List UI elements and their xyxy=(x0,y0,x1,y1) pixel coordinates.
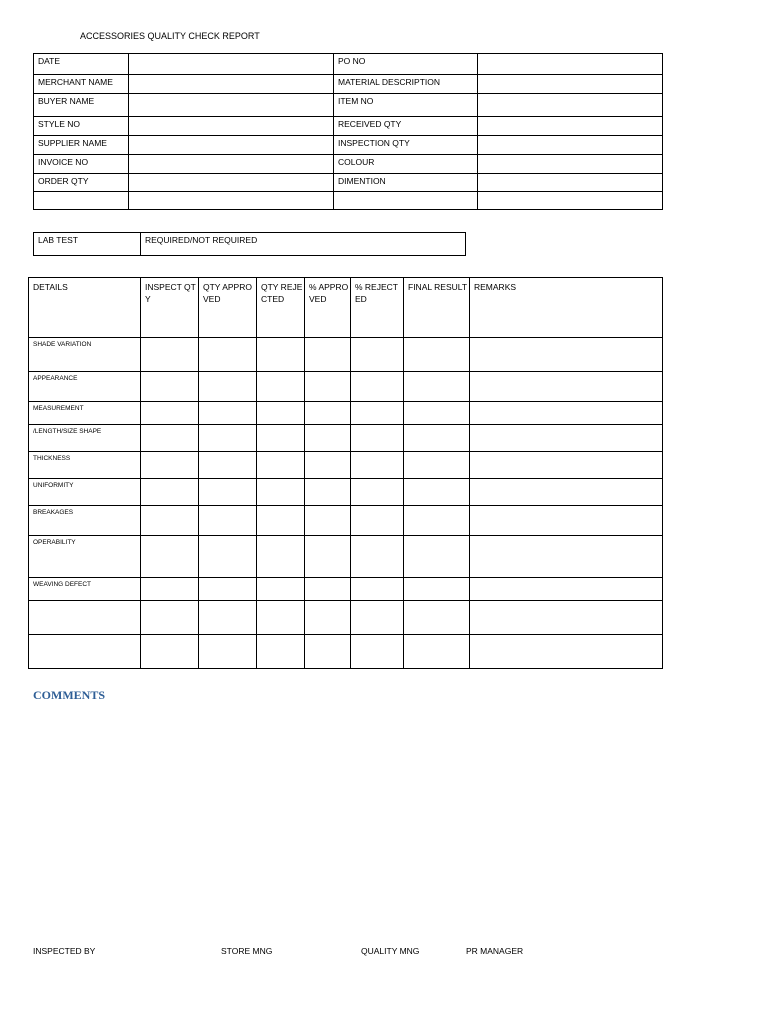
supplier-name-value-cell[interactable] xyxy=(129,136,334,155)
table-cell[interactable] xyxy=(141,506,199,536)
row-label-appearance: APPEARANCE xyxy=(29,372,141,402)
table-cell[interactable] xyxy=(257,506,305,536)
column-header-qty-approved: QTY APPROVED xyxy=(199,278,257,338)
table-cell[interactable] xyxy=(257,601,305,635)
table-cell[interactable] xyxy=(305,452,351,479)
invoice-no-value-cell[interactable] xyxy=(129,155,334,174)
table-cell[interactable] xyxy=(141,372,199,402)
table-cell[interactable] xyxy=(141,635,199,669)
table-row xyxy=(29,536,663,578)
table-cell[interactable] xyxy=(470,506,663,536)
table-cell[interactable] xyxy=(404,479,470,506)
received-qty-value-cell[interactable] xyxy=(478,117,663,136)
row-label-shade-variation: SHADE VARIATION xyxy=(29,338,141,372)
table-cell[interactable] xyxy=(351,536,404,578)
table-row xyxy=(29,372,663,402)
table-cell[interactable] xyxy=(141,425,199,452)
table-cell[interactable] xyxy=(470,402,663,425)
header-label-buyer-name: BUYER NAME xyxy=(34,94,129,117)
table-cell[interactable] xyxy=(199,635,257,669)
table-row xyxy=(29,601,663,635)
row-label-blank[interactable] xyxy=(29,601,141,635)
table-cell[interactable] xyxy=(305,601,351,635)
table-cell[interactable] xyxy=(470,536,663,578)
table-cell[interactable] xyxy=(404,635,470,669)
table-row xyxy=(29,338,663,372)
table-cell[interactable] xyxy=(257,372,305,402)
buyer-name-value-cell[interactable] xyxy=(129,94,334,117)
comments-heading: COMMENTS xyxy=(33,688,105,702)
dimention-value-cell[interactable] xyxy=(478,174,663,192)
table-cell[interactable] xyxy=(351,338,404,372)
table-cell[interactable] xyxy=(404,452,470,479)
table-cell[interactable] xyxy=(404,402,470,425)
table-cell[interactable] xyxy=(199,536,257,578)
table-cell[interactable] xyxy=(199,372,257,402)
table-cell[interactable] xyxy=(199,479,257,506)
header-blank-value-cell[interactable] xyxy=(478,192,663,210)
header-label-received-qty: RECEIVED QTY xyxy=(334,117,478,136)
table-cell[interactable] xyxy=(470,479,663,506)
table-cell[interactable] xyxy=(470,578,663,601)
row-label-operability: OPERABILITY xyxy=(29,536,141,578)
colour-value-cell[interactable] xyxy=(478,155,663,174)
lab-test-requirement-cell[interactable]: REQUIRED/NOT REQUIRED xyxy=(141,233,466,256)
table-cell[interactable] xyxy=(141,479,199,506)
row-label-uniformity: UNIFORMITY xyxy=(29,479,141,506)
table-cell[interactable] xyxy=(404,372,470,402)
row-label-breakages: BREAKAGES xyxy=(29,506,141,536)
row-label-blank[interactable] xyxy=(29,635,141,669)
date-value-cell[interactable] xyxy=(129,54,334,75)
table-cell[interactable] xyxy=(305,635,351,669)
table-cell[interactable] xyxy=(305,536,351,578)
table-cell[interactable] xyxy=(470,635,663,669)
table-cell[interactable] xyxy=(257,578,305,601)
table-cell[interactable] xyxy=(404,425,470,452)
column-header-inspect-qty: INSPECT QTY xyxy=(141,278,199,338)
header-label-style-no: STYLE NO xyxy=(34,117,129,136)
table-cell[interactable] xyxy=(305,372,351,402)
table-cell[interactable] xyxy=(351,578,404,601)
table-cell[interactable] xyxy=(257,402,305,425)
table-row xyxy=(29,479,663,506)
table-cell[interactable] xyxy=(141,452,199,479)
column-header-final-result: FINAL RESULT xyxy=(404,278,470,338)
lab-test-table xyxy=(33,232,466,256)
table-cell[interactable] xyxy=(404,338,470,372)
header-label-invoice-no: INVOICE NO xyxy=(34,155,129,174)
table-cell[interactable] xyxy=(141,402,199,425)
table-cell[interactable] xyxy=(199,338,257,372)
row-label-weaving-defect: WEAVING DEFECT xyxy=(29,578,141,601)
table-cell[interactable] xyxy=(305,506,351,536)
header-label-supplier-name: SUPPLIER NAME xyxy=(34,136,129,155)
row-label-length-size-shape: /LENGTH/SIZE SHAPE xyxy=(29,425,141,452)
header-label-item-no: ITEM NO xyxy=(334,94,478,117)
table-row xyxy=(29,452,663,479)
table-cell[interactable] xyxy=(470,372,663,402)
table-row xyxy=(29,578,663,601)
table-cell[interactable] xyxy=(351,601,404,635)
item-no-value-cell[interactable] xyxy=(478,94,663,117)
table-cell[interactable] xyxy=(404,536,470,578)
table-cell[interactable] xyxy=(404,601,470,635)
table-row xyxy=(29,425,663,452)
style-no-value-cell[interactable] xyxy=(129,117,334,136)
table-cell[interactable] xyxy=(404,506,470,536)
header-label-date: DATE xyxy=(34,54,129,75)
table-cell[interactable] xyxy=(470,425,663,452)
table-cell[interactable] xyxy=(199,601,257,635)
material-description-value-cell[interactable] xyxy=(478,75,663,94)
table-cell[interactable] xyxy=(351,372,404,402)
report-title: ACCESSORIES QUALITY CHECK REPORT xyxy=(80,31,260,41)
table-cell[interactable] xyxy=(351,506,404,536)
table-cell[interactable] xyxy=(141,578,199,601)
header-label-inspection-qty: INSPECTION QTY xyxy=(334,136,478,155)
header-label-po-no: PO NO xyxy=(334,54,478,75)
table-cell[interactable] xyxy=(257,338,305,372)
header-label-colour: COLOUR xyxy=(334,155,478,174)
column-header-percent-approved: % APPROVED xyxy=(305,278,351,338)
table-cell[interactable] xyxy=(404,578,470,601)
signature-pr-manager: PR MANAGER xyxy=(466,946,524,956)
inspection-qty-value-cell[interactable] xyxy=(478,136,663,155)
column-header-details: DETAILS xyxy=(29,278,141,338)
header-info-table xyxy=(33,53,663,210)
table-row xyxy=(29,635,663,669)
column-header-percent-rejected: % REJECTED xyxy=(351,278,404,338)
table-cell[interactable] xyxy=(141,601,199,635)
column-header-remarks: REMARKS xyxy=(470,278,663,338)
table-cell[interactable] xyxy=(305,578,351,601)
table-cell[interactable] xyxy=(257,425,305,452)
table-cell[interactable] xyxy=(257,635,305,669)
header-blank-label-cell[interactable] xyxy=(334,192,478,210)
signature-quality-mng: QUALITY MNG xyxy=(361,946,420,956)
table-cell[interactable] xyxy=(199,452,257,479)
merchant-name-value-cell[interactable] xyxy=(129,75,334,94)
signature-store-mng: STORE MNG xyxy=(221,946,273,956)
table-cell[interactable] xyxy=(470,338,663,372)
table-cell[interactable] xyxy=(257,536,305,578)
row-label-thickness: THICKNESS xyxy=(29,452,141,479)
lab-test-label: LAB TEST xyxy=(34,233,141,256)
table-cell[interactable] xyxy=(305,338,351,372)
table-cell[interactable] xyxy=(305,425,351,452)
order-qty-value-cell[interactable] xyxy=(129,174,334,192)
table-cell[interactable] xyxy=(141,536,199,578)
header-label-order-qty: ORDER QTY xyxy=(34,174,129,192)
inspection-header-row xyxy=(29,278,663,338)
table-cell[interactable] xyxy=(199,506,257,536)
po-no-value-cell[interactable] xyxy=(478,54,663,75)
table-cell[interactable] xyxy=(305,402,351,425)
table-row xyxy=(29,402,663,425)
header-label-dimention: DIMENTION xyxy=(334,174,478,192)
table-cell[interactable] xyxy=(351,452,404,479)
table-cell[interactable] xyxy=(305,479,351,506)
table-row xyxy=(29,506,663,536)
signature-inspected-by: INSPECTED BY xyxy=(33,946,96,956)
table-cell[interactable] xyxy=(351,402,404,425)
table-cell[interactable] xyxy=(257,479,305,506)
header-blank-value-cell[interactable] xyxy=(129,192,334,210)
table-cell[interactable] xyxy=(141,338,199,372)
header-label-material-description: MATERIAL DESCRIPTION xyxy=(334,75,478,94)
table-cell[interactable] xyxy=(199,402,257,425)
table-cell[interactable] xyxy=(199,578,257,601)
table-cell[interactable] xyxy=(470,601,663,635)
table-cell[interactable] xyxy=(199,425,257,452)
table-cell[interactable] xyxy=(351,635,404,669)
row-label-measurement: MEASUREMENT xyxy=(29,402,141,425)
inspection-table xyxy=(28,277,663,669)
header-blank-label-cell[interactable] xyxy=(34,192,129,210)
column-header-qty-rejected: QTY REJECTED xyxy=(257,278,305,338)
header-label-merchant-name: MERCHANT NAME xyxy=(34,75,129,94)
table-cell[interactable] xyxy=(351,425,404,452)
table-cell[interactable] xyxy=(470,452,663,479)
table-cell[interactable] xyxy=(257,452,305,479)
table-cell[interactable] xyxy=(351,479,404,506)
